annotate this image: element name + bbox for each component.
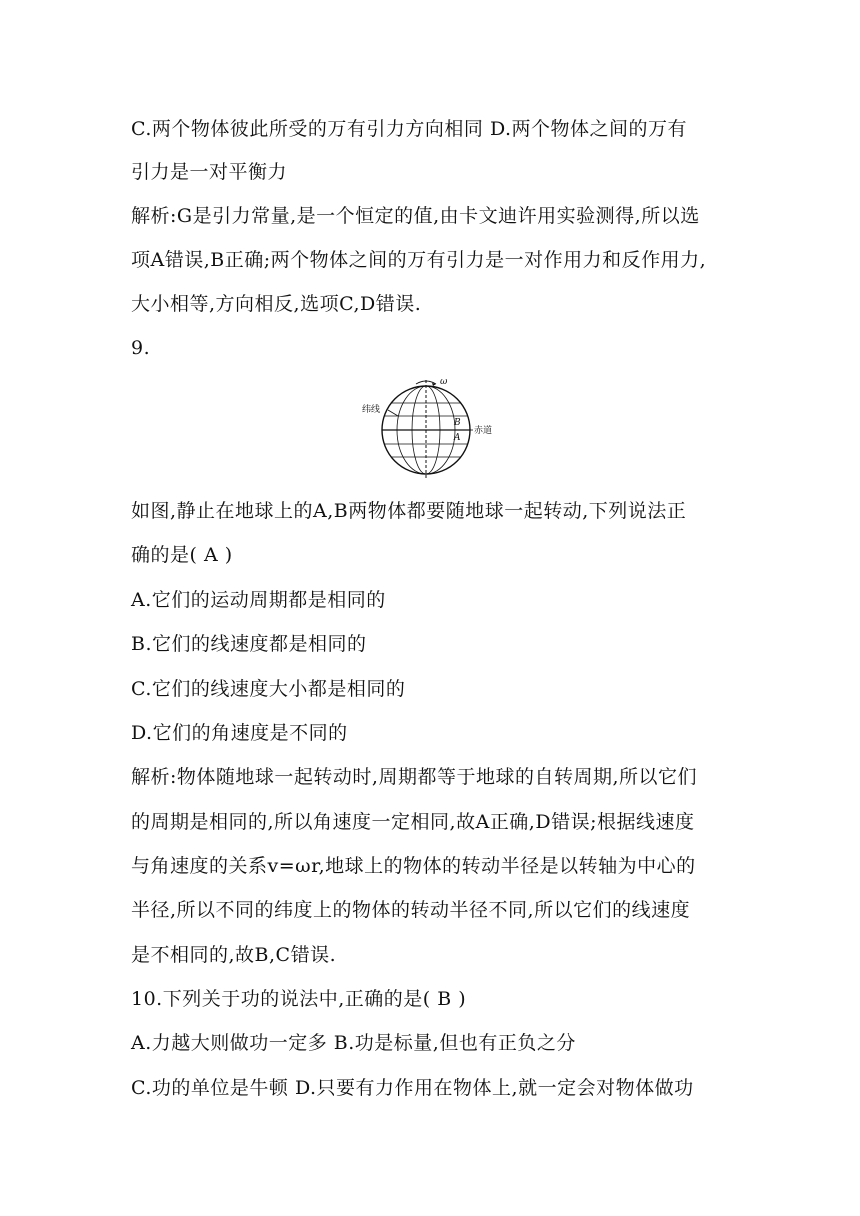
text-line-analysis-8-1: 解析:G是引力常量,是一个恒定的值,由卡文迪许用实验测得,所以选 [131,205,700,227]
analysis-9-5: 是不相同的,故B,C错误. [131,944,337,966]
globe-diagram [358,372,508,482]
point-a-label: A [454,433,461,443]
analysis-9-2: 的周期是相同的,所以角速度一定相同,故A正确,D错误;根据线速度 [131,811,695,833]
point-b-label: B [454,418,461,428]
question-10-options-c-d: C.功的单位是牛顿 D.只要有力作用在物体上,就一定会对物体做功 [131,1077,694,1099]
globe-figure [358,372,508,482]
question-number-9: 9. [131,337,151,359]
analysis-9-1: 解析:物体随地球一起转动时,周期都等于地球的自转周期,所以它们 [131,766,697,788]
analysis-9-4: 半径,所以不同的纬度上的物体的转动半径不同,所以它们的线速度 [131,899,691,921]
text-line-option-c-d: C.两个物体彼此所受的万有引力方向相同 D.两个物体之间的万有 [131,118,688,140]
question-10-options-a-b: A.力越大则做功一定多 B.功是标量,但也有正负之分 [131,1032,576,1054]
question-9-stem-1: 如图,静止在地球上的A,B两物体都要随地球一起转动,下列说法正 [131,500,687,522]
question-9-option-d: D.它们的角速度是不同的 [131,722,348,744]
question-9-stem-2: 确的是( A ) [131,544,233,566]
analysis-9-3: 与角速度的关系v=ωr,地球上的物体的转动半径是以转轴为中心的 [131,855,696,877]
text-line-analysis-8-2: 项A错误,B正确;两个物体之间的万有引力是一对作用力和反作用力, [131,249,707,271]
omega-label: ω [440,377,448,387]
text-line-analysis-8-3: 大小相等,方向相反,选项C,D错误. [131,293,422,315]
question-10-stem: 10.下列关于功的说法中,正确的是( B ) [131,988,467,1010]
question-9-option-b: B.它们的线速度都是相同的 [131,633,367,655]
latitude-label: 纬线 [362,405,381,415]
equator-label: 赤道 [474,426,493,436]
question-9-option-c: C.它们的线速度大小都是相同的 [131,678,406,700]
text-line-option-d-cont: 引力是一对平衡力 [131,161,288,183]
question-9-option-a: A.它们的运动周期都是相同的 [131,589,386,611]
